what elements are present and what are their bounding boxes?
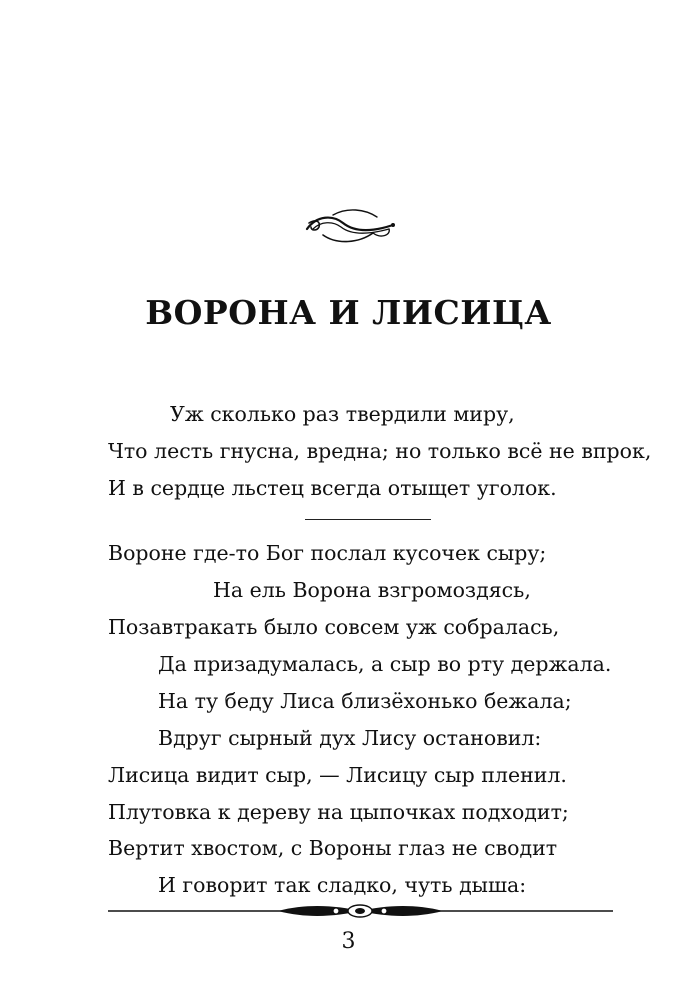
poem-line: Да призадумалась, а сыр во рту держала.	[158, 652, 612, 676]
poem-line: Вдруг сырный дух Лису остановил:	[158, 726, 542, 750]
poem-line: Вертит хвостом, с Вороны глаз не сводит	[108, 836, 558, 860]
poem-line: Позавтракать было совсем уж собралась,	[108, 615, 560, 639]
poem-title: ВОРОНА И ЛИСИЦА	[145, 293, 552, 332]
poem-line: Лисица видит сыр, — Лисицу сыр пленил.	[108, 763, 567, 787]
poem-line: На ель Ворона взгромоздясь,	[213, 578, 531, 602]
flourish-ornament-icon	[303, 205, 399, 249]
scroll-rule-ornament-icon	[108, 900, 613, 922]
poem-line: Что лесть гнусна, вредна; но только всё не впрок,	[108, 439, 652, 463]
poem-line: И говорит так сладко, чуть дыша:	[158, 873, 527, 897]
page-number: 3	[341, 929, 356, 954]
poem-line: И в сердце льстец всегда отыщет уголок.	[108, 476, 557, 500]
poem-line: Уж сколько раз твердили миру,	[170, 402, 515, 426]
poem-line: Вороне где-то Бог послал кусочек сыру;	[108, 541, 547, 565]
poem-line: Плутовка к дереву на цыпочках подходит;	[108, 800, 569, 824]
section-divider	[305, 519, 431, 520]
poem-line: На ту беду Лиса близёхонько бежала;	[158, 689, 572, 713]
